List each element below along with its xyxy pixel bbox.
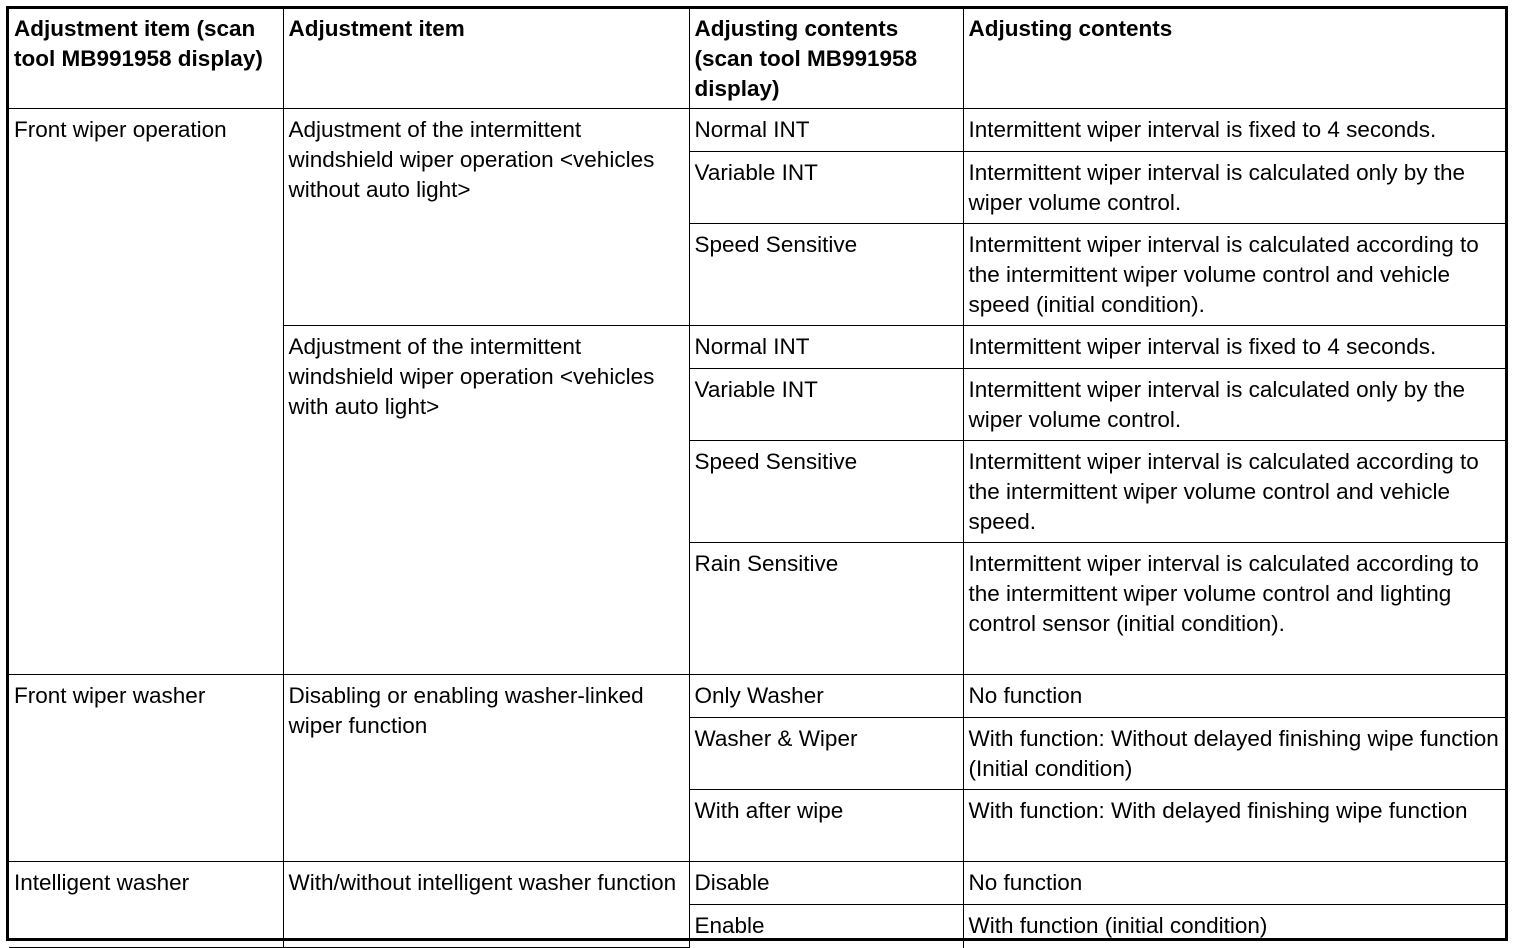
option-display-cell: Variable INT [689,369,963,441]
option-contents-cell: Intermittent wiper interval is calculated according to the intermittent wiper volume control and vehicle speed. [963,441,1505,543]
option-display-cell: With after wipe [689,790,963,862]
option-display-cell: Rain Sensitive [689,543,963,675]
option-display-cell: Speed Sensitive [689,441,963,543]
header-adjusting-contents: Adjusting contents [963,9,1505,109]
option-display-cell: Only Washer [689,675,963,718]
option-contents-cell: Intermittent wiper interval is fixed to 4 seconds. [963,326,1505,369]
table-row [9,109,1505,152]
item-display-cell: Front wiper washer [9,675,283,862]
option-contents-cell: With function (initial condition) [963,905,1505,948]
option-display-cell: Normal INT [689,109,963,152]
option-contents-cell: Intermittent wiper interval is calculated according to the intermittent wiper volume control and vehicle speed (initial condition). [963,224,1505,326]
item-cell: Adjustment of the intermittent windshield wiper operation <vehicles with auto light> [283,326,689,675]
option-contents-cell: Intermittent wiper interval is fixed to 4 seconds. [963,109,1505,152]
adjustment-table-frame [6,6,1508,941]
option-display-cell: Disable [689,862,963,905]
option-contents-cell: Intermittent wiper interval is calculated only by the wiper volume control. [963,369,1505,441]
adjustment-table [9,9,1505,948]
option-display-cell: Washer & Wiper [689,718,963,790]
table-row [9,675,1505,718]
option-contents-cell: With function: Without delayed finishing wipe function (Initial condition) [963,718,1505,790]
header-adjusting-contents-display: Adjusting contents (scan tool MB991958 display) [689,9,963,109]
header-adjustment-item-display: Adjustment item (scan tool MB991958 display) [9,9,283,109]
option-display-cell: Speed Sensitive [689,224,963,326]
option-contents-cell: Intermittent wiper interval is calculated according to the intermittent wiper volume control and lighting control sensor (initial condition). [963,543,1505,675]
table-header-row [9,9,1505,109]
option-display-cell: Variable INT [689,152,963,224]
item-cell: Adjustment of the intermittent windshield wiper operation <vehicles without auto light> [283,109,689,326]
option-contents-cell: No function [963,675,1505,718]
header-adjustment-item: Adjustment item [283,9,689,109]
option-contents-cell: Intermittent wiper interval is calculated only by the wiper volume control. [963,152,1505,224]
table-row [9,862,1505,905]
option-display-cell: Normal INT [689,326,963,369]
option-contents-cell: With function: With delayed finishing wipe function [963,790,1505,862]
item-display-cell: Intelligent washer [9,862,283,948]
item-display-cell: Front wiper operation [9,109,283,675]
item-cell: With/without intelligent washer function [283,862,689,948]
option-contents-cell: No function [963,862,1505,905]
item-cell: Disabling or enabling washer-linked wiper function [283,675,689,862]
option-display-cell: Enable [689,905,963,948]
